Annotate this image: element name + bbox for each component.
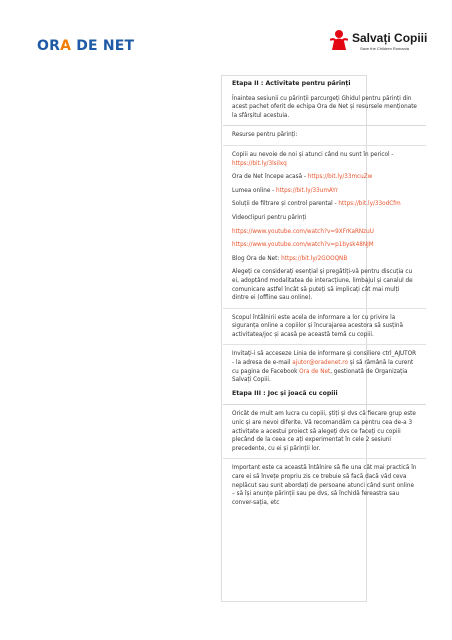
logo-text-part2: A <box>60 38 72 54</box>
invite-text: Invitați-i să acceseze Linia de informare și consiliere ctrl_AJUTOR - la adresa de e-mail <box>232 351 417 367</box>
salvati-copiii-tagline: Save the Children Romania <box>360 46 409 51</box>
resource-item <box>232 200 417 209</box>
resource-link[interactable]: https://bit.ly/3lsilxq <box>232 160 287 167</box>
resource-item <box>232 173 417 182</box>
video-item <box>232 228 417 237</box>
stage3-heading: Etapa III : Joc și joacă cu copiii <box>232 389 338 397</box>
ora-de-net-logo <box>37 38 134 54</box>
blog-item <box>232 255 417 264</box>
resource-item <box>232 151 417 168</box>
resource-link[interactable]: https://bit.ly/33odCfm <box>338 201 401 208</box>
salvati-copiii-logo <box>330 29 428 59</box>
document-content <box>232 80 417 512</box>
stage2-heading: Etapa II : Activitate pentru părinți <box>232 80 351 87</box>
videos-label: Videoclipuri pentru părinți <box>232 214 307 221</box>
resource-text: Copiii au nevoie de noi și atunci când nu sunt în pericol - <box>232 151 394 158</box>
invite-text: , gestionată de Organizația Salvați Copiii. <box>232 368 408 384</box>
divider <box>223 458 426 459</box>
resource-link[interactable]: https://bit.ly/33umAYr <box>276 187 339 194</box>
child-emblem-icon <box>330 29 348 51</box>
divider <box>223 125 426 126</box>
logo-text-part3: DE NET <box>71 38 135 54</box>
divider <box>223 145 426 146</box>
intro-paragraph: Înaintea sesiunii cu părinții parcurgeți Ghidul pentru părinți din acest pachet oferit de echipa Ora de Net și resursele menționate la sfârșitul acestuia. <box>232 95 417 119</box>
divider <box>223 344 426 345</box>
resource-text: Soluții de filtrare și control parental - <box>232 201 339 208</box>
resource-item <box>232 187 417 196</box>
divider <box>223 404 426 405</box>
purpose-paragraph: Scopul întâlnirii este acela de informare a lor cu privire la siguranța online a copiilor și încurajarea acestora să susțină activitatea/joc și acasă pe această temă cu copiii. <box>232 314 404 338</box>
email-link[interactable]: ajutor@oradenet.ro <box>292 360 348 367</box>
divider <box>223 308 426 309</box>
groups-paragraph: Oricât de mult am lucra cu copiii, știți și dvs că fiecare grup este unic și are nevoi diferite. Vă recomandăm ca pentru cea de-a 3 activitate a acestui proiect să alegeți dvs ce faceți cu copiii plecând de la ceea ce ați experimentat în cele 2 sesiuni precedente, cu ei și părinții lor. <box>232 411 416 452</box>
video-link[interactable]: https://www.youtube.com/watch?v=9XFrKaRNzuU <box>232 228 374 235</box>
page-header <box>0 0 452 60</box>
resource-text: Ora de Net începe acasă - <box>232 174 308 181</box>
video-link[interactable]: https://www.youtube.com/watch?v=p1bysk48NJM <box>232 242 374 249</box>
invite-paragraph <box>232 350 417 384</box>
practical-paragraph: Important este ca această întâlnire să fie una cât mai practică în care ei să învețe propriu zis ce trebuie să facă dacă văd ceva neplăcut sau sunt abordați de persoane atunci când sunt online – să își anunțe părinții sau pe dvs, să închidă fereastra sau conver-sația, etc <box>232 465 417 506</box>
blog-link[interactable]: https://bit.ly/2GOOQNB <box>281 255 348 262</box>
logo-text-part1: OR <box>37 38 61 54</box>
facebook-link[interactable]: Ora de Net <box>299 368 331 375</box>
invite-text: și să rămână la curent cu pagina de Facebook <box>232 360 414 375</box>
resource-text: Lumea online - <box>232 187 277 194</box>
resources-label: Resurse pentru părinți: <box>232 132 298 139</box>
salvati-copiii-name: Salvați Copiii <box>352 31 428 45</box>
resource-link[interactable]: https://bit.ly/33mcuZw <box>307 174 373 181</box>
preparation-paragraph: Alegeți ce considerați esențial și pregătiți-vă pentru discuția cu ei, adoptând modalitatea de interacțiune, limbajul și canalul de comunicare astfel încât să puteți să implicați cât mai mulți dintre ei (offline sau online). <box>232 269 413 302</box>
video-item <box>232 241 417 250</box>
blog-text: Blog Ora de Net: <box>232 255 282 262</box>
